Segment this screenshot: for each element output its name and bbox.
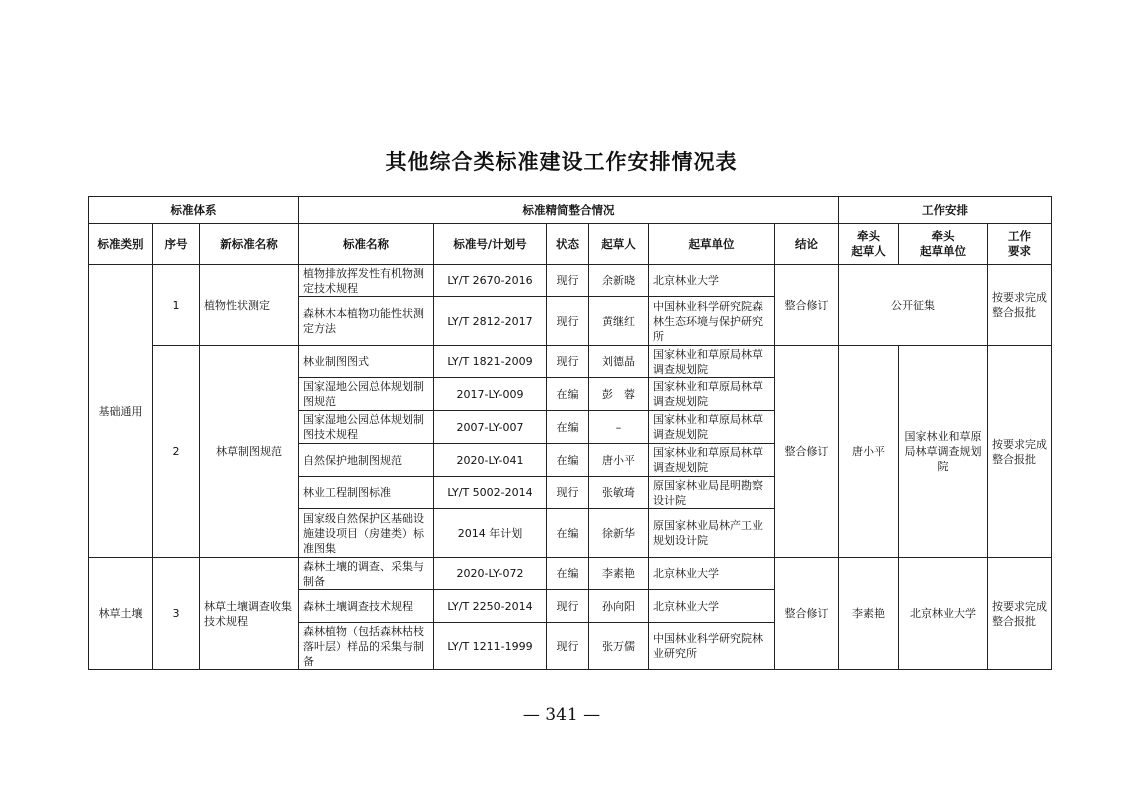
std-name-cell: 森林土壤调查技术规程 [299,590,434,623]
lead-open-call-cell: 公开征集 [839,265,988,346]
status-cell: 现行 [547,346,589,378]
std-name-cell: 植物排放挥发性有机物测定技术规程 [299,265,434,297]
new-name-cell: 林草制图规范 [200,346,299,558]
unit-cell: 中国林业科学研究院森林生态环境与保护研究所 [649,297,775,346]
status-cell: 现行 [547,590,589,623]
drafter-cell: 余新晓 [589,265,649,297]
status-cell: 在编 [547,411,589,444]
group-header-arrangement: 工作安排 [839,197,1052,224]
new-name-cell: 林草土壤调查收集技术规程 [200,558,299,670]
category-cell: 林草土壤 [89,558,153,670]
unit-cell: 北京林业大学 [649,558,775,590]
std-name-cell: 森林植物（包括森林枯枝落叶层）样品的采集与制备 [299,623,434,670]
table-row [89,265,1052,297]
std-no-cell: LY/T 5002-2014 [434,477,547,509]
std-name-cell: 国家湿地公园总体规划制图规范 [299,378,434,411]
col-status: 状态 [547,224,589,265]
col-category: 标准类别 [89,224,153,265]
std-no-cell: 2007-LY-007 [434,411,547,444]
status-cell: 在编 [547,558,589,590]
status-cell: 在编 [547,444,589,477]
std-name-cell: 国家湿地公园总体规划制图技术规程 [299,411,434,444]
requirement-cell: 按要求完成整合报批 [988,265,1052,346]
std-name-cell: 国家级自然保护区基础设施建设项目（房建类）标准图集 [299,509,434,558]
unit-cell: 北京林业大学 [649,265,775,297]
std-no-cell: 2017-LY-009 [434,378,547,411]
col-requirement: 工作 要求 [988,224,1052,265]
drafter-cell: 黄继红 [589,297,649,346]
lead-unit-cell: 北京林业大学 [899,558,988,670]
drafter-cell: 李素艳 [589,558,649,590]
group-header-system: 标准体系 [89,197,299,224]
drafter-cell: 张万儒 [589,623,649,670]
std-name-cell: 林业制图图式 [299,346,434,378]
col-std-no: 标准号/计划号 [434,224,547,265]
standards-table [88,196,1052,670]
table-row [89,558,1052,590]
col-seq: 序号 [153,224,200,265]
conclusion-cell: 整合修订 [775,558,839,670]
col-lead-unit: 牵头 起草单位 [899,224,988,265]
drafter-cell: 刘德晶 [589,346,649,378]
status-cell: 现行 [547,297,589,346]
std-no-cell: 2020-LY-041 [434,444,547,477]
lead-person-cell: 唐小平 [839,346,899,558]
std-no-cell: LY/T 1821-2009 [434,346,547,378]
col-new-name: 新标准名称 [200,224,299,265]
col-std-name: 标准名称 [299,224,434,265]
drafter-cell: 彭 蓉 [589,378,649,411]
drafter-cell: 徐新华 [589,509,649,558]
conclusion-cell: 整合修订 [775,265,839,346]
seq-cell: 1 [153,265,200,346]
drafter-cell: 张敏琦 [589,477,649,509]
unit-cell: 国家林业和草原局林草调查规划院 [649,346,775,378]
std-no-cell: LY/T 2250-2014 [434,590,547,623]
drafter-cell: – [589,411,649,444]
std-no-cell: 2014 年计划 [434,509,547,558]
page-title: 其他综合类标准建设工作安排情况表 [385,149,738,174]
std-no-cell: LY/T 2812-2017 [434,297,547,346]
col-lead-person: 牵头 起草人 [839,224,899,265]
std-name-cell: 森林木本植物功能性状测定方法 [299,297,434,346]
status-cell: 在编 [547,378,589,411]
col-unit: 起草单位 [649,224,775,265]
std-no-cell: LY/T 1211-1999 [434,623,547,670]
seq-cell: 3 [153,558,200,670]
lead-person-cell: 李素艳 [839,558,899,670]
requirement-cell: 按要求完成整合报批 [988,346,1052,558]
unit-cell: 中国林业科学研究院林业研究所 [649,623,775,670]
unit-cell: 国家林业和草原局林草调查规划院 [649,444,775,477]
unit-cell: 原国家林业局林产工业规划设计院 [649,509,775,558]
requirement-cell: 按要求完成整合报批 [988,558,1052,670]
drafter-cell: 唐小平 [589,444,649,477]
std-no-cell: 2020-LY-072 [434,558,547,590]
page-number: — 341 — [522,705,601,725]
status-cell: 现行 [547,623,589,670]
status-cell: 现行 [547,265,589,297]
group-header-integration: 标准精简整合情况 [299,197,839,224]
seq-cell: 2 [153,346,200,558]
category-cell: 基础通用 [89,265,153,558]
std-name-cell: 自然保护地制图规范 [299,444,434,477]
std-name-cell: 林业工程制图标准 [299,477,434,509]
drafter-cell: 孙向阳 [589,590,649,623]
unit-cell: 原国家林业局昆明勘察设计院 [649,477,775,509]
status-cell: 在编 [547,509,589,558]
table-row [89,346,1052,378]
col-drafter: 起草人 [589,224,649,265]
unit-cell: 国家林业和草原局林草调查规划院 [649,378,775,411]
unit-cell: 国家林业和草原局林草调查规划院 [649,411,775,444]
status-cell: 现行 [547,477,589,509]
std-no-cell: LY/T 2670-2016 [434,265,547,297]
std-name-cell: 森林土壤的调查、采集与制备 [299,558,434,590]
lead-unit-cell: 国家林业和草原局林草调查规划院 [899,346,988,558]
new-name-cell: 植物性状测定 [200,265,299,346]
unit-cell: 北京林业大学 [649,590,775,623]
conclusion-cell: 整合修订 [775,346,839,558]
col-conclusion: 结论 [775,224,839,265]
